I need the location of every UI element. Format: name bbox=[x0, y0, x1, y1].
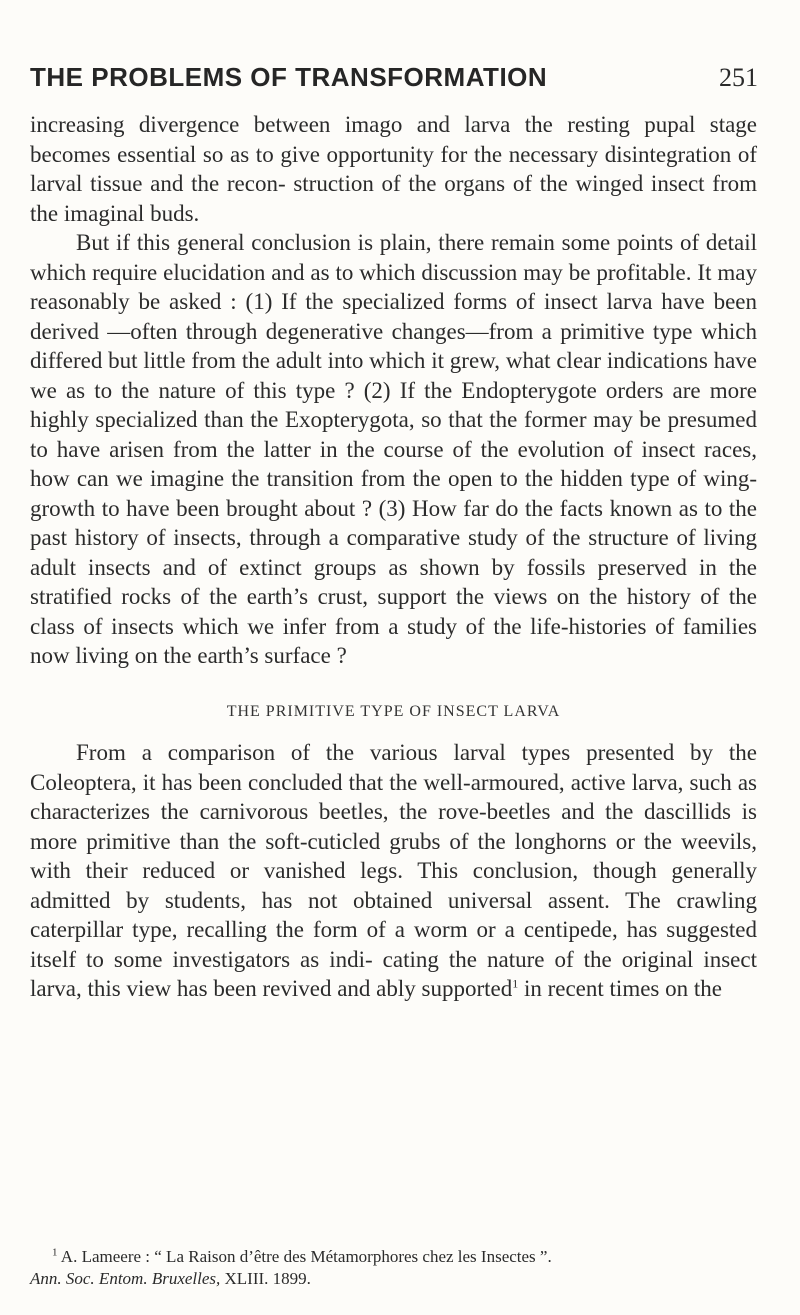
body-text bbox=[30, 110, 757, 1004]
footnotes bbox=[30, 1246, 757, 1290]
paragraph-1: increasing divergence between imago and larva the resting pupal stage becomes essential so as to give opportunity for the necessary disintegration of larval tissue and the recon- struction of the organs of the winged insect from the imaginal buds. bbox=[30, 112, 757, 226]
footnote-journal: Ann. Soc. Entom. Bruxelles, bbox=[30, 1269, 221, 1288]
paragraph-3 bbox=[30, 738, 757, 1004]
footnote-text: A. Lameere : “ La Raison d’être des Métamorphores chez les Insectes ”. bbox=[57, 1247, 552, 1266]
footnote-volume: XLIII. 1899. bbox=[220, 1269, 311, 1288]
footnote-mark: 1 bbox=[52, 1246, 58, 1259]
page-number: 251 bbox=[719, 63, 758, 92]
section-heading: THE PRIMITIVE TYPE OF INSECT LARVA bbox=[226, 702, 561, 720]
paragraph-3-end: in recent times on the bbox=[518, 976, 722, 1001]
footnote-reference[interactable]: 1 bbox=[512, 976, 519, 991]
paragraph-2: But if this general conclusion is plain, there remain some points of detail which require elucidation and as to which discussion may be profitable. It may reasonably be asked : (1) If the specialized forms of insect larva have been derived —often through degenerative changes—from a primitive type which differed but little from the adult into which it grew, what clear indications have we as to the nature of this type ? (2) If the Endopterygote orders are more highly specialized than the Exopterygota, so that the former may be presumed to have arisen from the latter in the course of the evolution of insect races, how can we imagine the transition from the open to the hidden type of wing-growth to have been brought about ? (3) How far do the facts known as to the past history of insects, through a comparative study of the structure of living adult insects and of extinct groups as shown by fossils preserved in the stratified rocks of the earth’s crust, support the views on the history of the class of insects which we infer from a study of the life-histories of families now living on the earth’s surface ? bbox=[30, 230, 757, 668]
paragraph-3-text: From a comparison of the various larval types presented by the Coleoptera, it has been concluded that the well-armoured, active larva, such as characterizes the carnivorous beetles, the rove-beetles and the dascillids is more primitive than the soft-cuticled grubs of the longhorns or the weevils, with their reduced or vanished legs. This conclusion, though generally admitted by students, has not obtained universal assent. The crawling caterpillar type, recalling the form of a worm or a centipede, has suggested itself to some investigators as indi- cating the nature of the original insect larva, this view has been revived and ably supported bbox=[30, 740, 757, 1001]
running-head: THE PROBLEMS OF TRANSFORMATION bbox=[30, 62, 548, 92]
footnote-1 bbox=[30, 1246, 757, 1290]
page-header bbox=[0, 62, 758, 93]
